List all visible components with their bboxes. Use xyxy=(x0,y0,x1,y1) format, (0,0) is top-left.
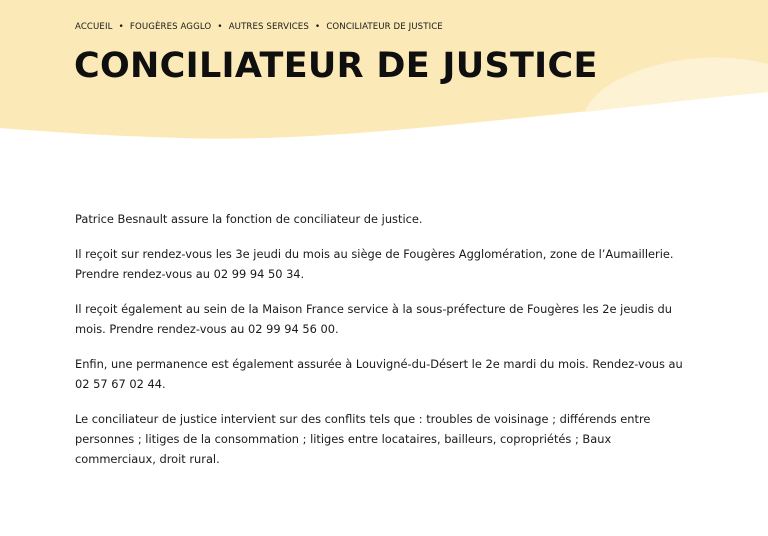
paragraph-permanence-siege: Il reçoit sur rendez-vous les 3e jeudi du mois au siège de Fougères Agglomération, zone de l’Aumaillerie. Prendre rendez-vous au 02 99 94 50 34. xyxy=(75,247,674,281)
breadcrumb-separator: • xyxy=(217,22,223,32)
paragraph-permanence-louvigne: Enfin, une permanence est également assurée à Louvigné-du-Désert le 2e mardi du mois. Rendez-vous au 02 57 67 02 44. xyxy=(75,357,683,391)
paragraph-domaines: Le conciliateur de justice intervient sur des conflits tels que : troubles de voisinage ; différends entre personnes ; litiges de la consommation ; litiges entre locataires, bailleurs, copropriétés ; Baux commerciaux, droit rural. xyxy=(75,412,651,466)
main-content xyxy=(75,209,687,484)
breadcrumb-current: CONCILIATEUR DE JUSTICE xyxy=(326,22,443,32)
breadcrumb-separator: • xyxy=(118,22,124,32)
breadcrumb-item-accueil[interactable]: ACCUEIL xyxy=(75,22,113,32)
paragraph-permanence-france-service: Il reçoit également au sein de la Maison France service à la sous-préfecture de Fougères les 2e jeudis du mois. Prendre rendez-vous au 02 99 94 56 00. xyxy=(75,302,672,336)
breadcrumb-item-autres-services[interactable]: AUTRES SERVICES xyxy=(228,22,309,32)
breadcrumb-item-fougeres-agglo[interactable]: FOUGÈRES AGGLO xyxy=(129,22,212,32)
breadcrumb xyxy=(75,22,443,32)
page-title: CONCILIATEUR DE JUSTICE xyxy=(74,46,598,86)
breadcrumb-separator: • xyxy=(314,22,321,32)
paragraph-intro: Patrice Besnault assure la fonction de conciliateur de justice. xyxy=(75,212,423,226)
